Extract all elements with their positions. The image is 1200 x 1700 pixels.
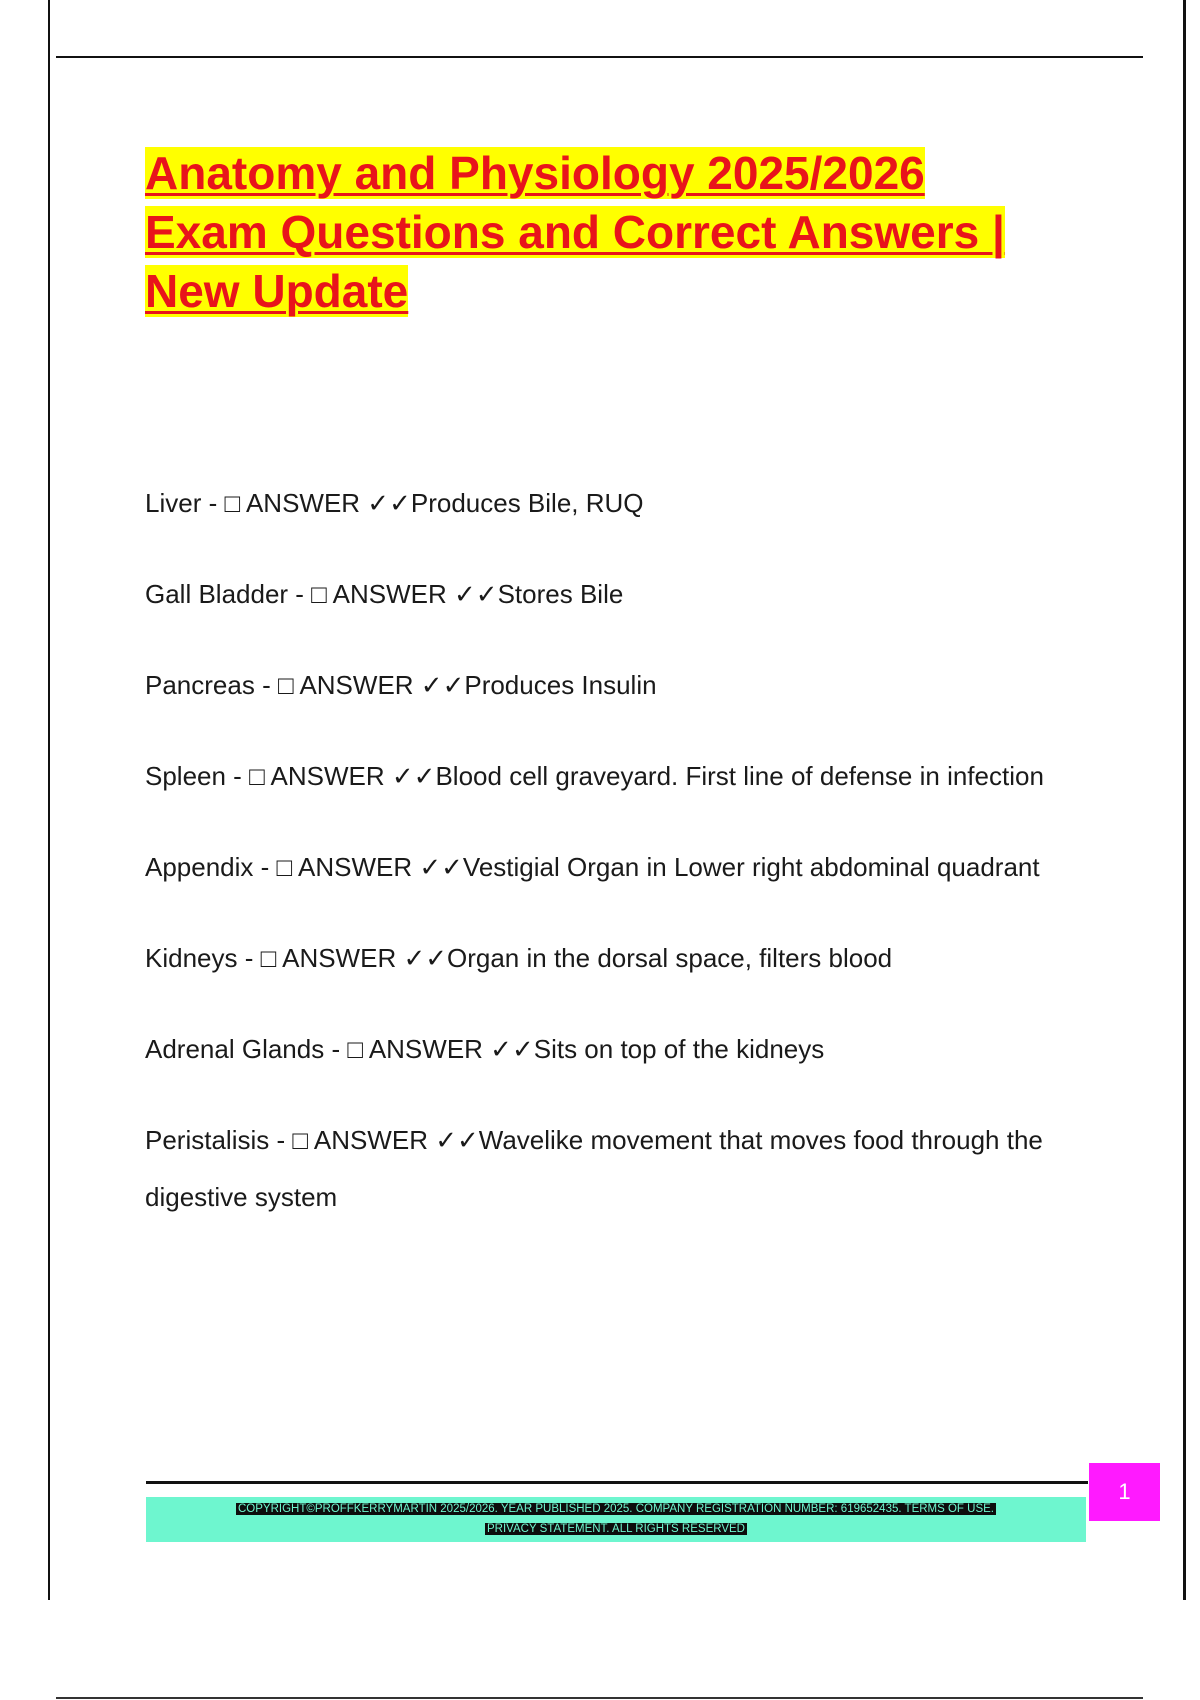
title-line-3: New Update <box>145 265 409 317</box>
qa-list <box>145 475 1105 1260</box>
document-title <box>145 144 1085 321</box>
qa-item-peristalsis: Peristalisis - □ ANSWER ✓✓Wavelike movement that moves food through the digestive system <box>145 1125 1043 1212</box>
page-number-badge: 1 <box>1089 1463 1160 1521</box>
qa-item-adrenal-glands: Adrenal Glands - □ ANSWER ✓✓Sits on top of the kidneys <box>145 1034 825 1064</box>
qa-item-liver: Liver - □ ANSWER ✓✓Produces Bile, RUQ <box>145 488 644 518</box>
page-border-right <box>1183 0 1186 1600</box>
qa-item-pancreas: Pancreas - □ ANSWER ✓✓Produces Insulin <box>145 670 657 700</box>
copyright-footer <box>146 1497 1086 1542</box>
qa-item-appendix: Appendix - □ ANSWER ✓✓Vestigial Organ in Lower right abdominal quadrant <box>145 852 1040 882</box>
copyright-line-2: PRIVACY STATEMENT. ALL RIGHTS RESERVED <box>487 1523 745 1535</box>
footer-rule <box>146 1481 1088 1484</box>
title-line-1: Anatomy and Physiology 2025/2026 <box>145 147 925 199</box>
qa-item-gall-bladder: Gall Bladder - □ ANSWER ✓✓Stores Bile <box>145 579 624 609</box>
qa-item-kidneys: Kidneys - □ ANSWER ✓✓Organ in the dorsal space, filters blood <box>145 943 893 973</box>
title-line-2: Exam Questions and Correct Answers | <box>145 206 1005 258</box>
header-rule <box>56 56 1143 58</box>
copyright-line-1: COPYRIGHT©PROFFKERRYMARTIN 2025/2026. YEAR PUBLISHED 2025. COMPANY REGISTRATION NUMBER: 619652435. TERMS OF USE. <box>238 1503 994 1515</box>
qa-item-spleen: Spleen - □ ANSWER ✓✓Blood cell graveyard. First line of defense in infection <box>145 761 1044 791</box>
next-page-rule <box>56 1697 1143 1699</box>
page-border-left <box>48 0 50 1600</box>
